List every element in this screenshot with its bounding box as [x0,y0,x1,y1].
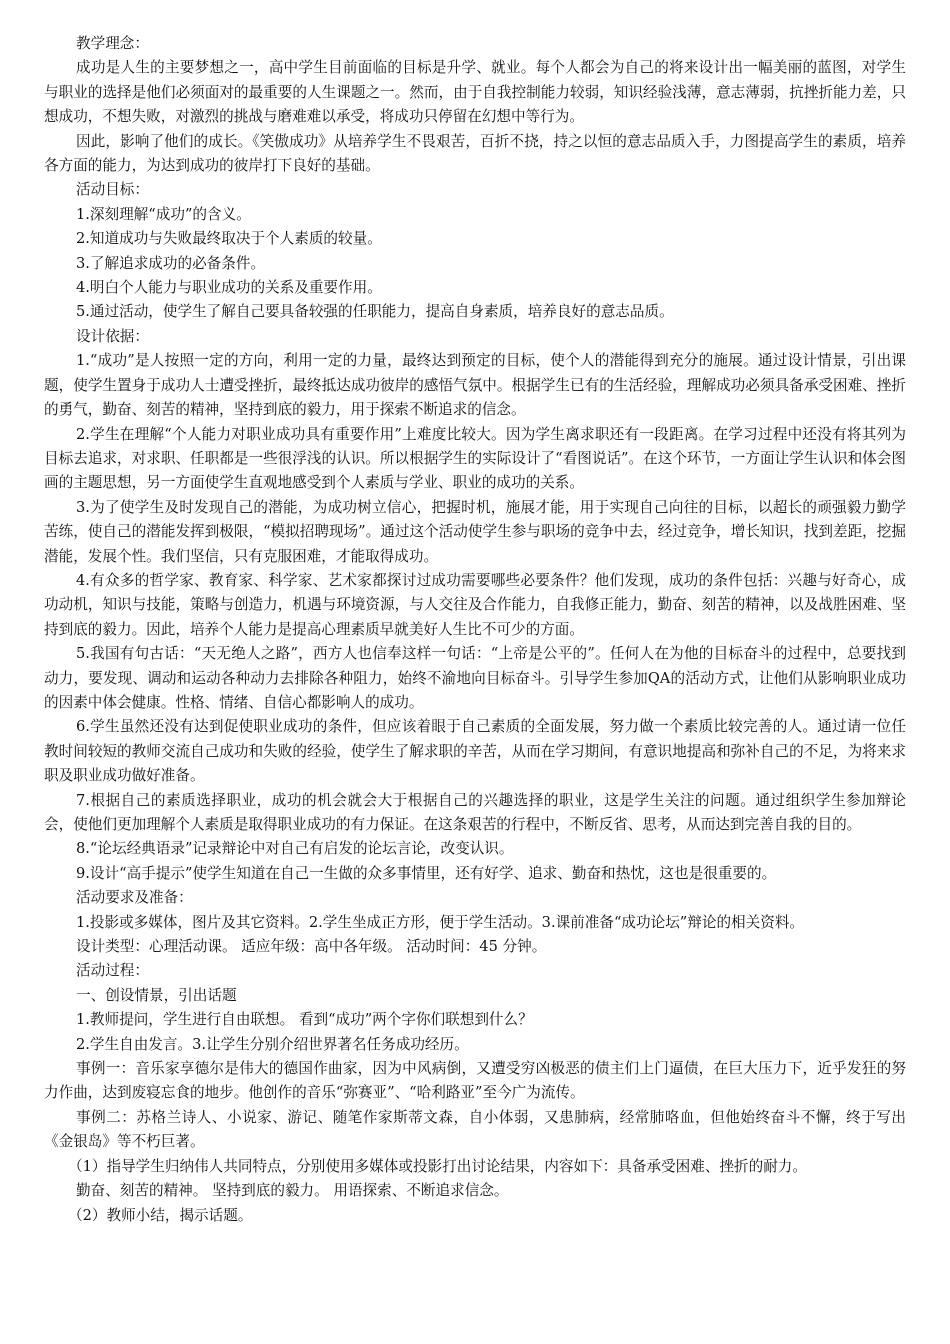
paragraph: 1.“成功”是人按照一定的方向，利用一定的力量，最终达到预定的目标，使个人的潜能得到充分的施展。通过设计情景，引出课题，使学生置身于成功人士遭受挫折，最终抵达成功彼岸的感悟气氛中。根据学生已有的生活经验，理解成功必须具备承受困难、挫折的勇气，勤奋、刻苦的精神，坚持到底的毅力，用于探索不断追求的信念。 [44,352,906,419]
paragraph: 活动过程： [76,962,149,980]
paragraph: 7.根据自己的素质选择职业，成功的机会就会大于根据自己的兴趣选择的职业，这是学生关注的问题。通过组织学生参加辩论会，使他们更加理解个人素质是取得职业成功的有力保证。在这条艰苦的行程中，不断反省、思考，从而达到完善自我的目的。 [44,791,906,833]
paragraph: 1.教师提问，学生进行自由联想。 看到“成功”两个字你们联想到什么？ [76,1011,533,1029]
paragraph: 一、创设情景，引出话题 [76,986,237,1004]
paragraph: 2.知道成功与失败最终取决于个人素质的较量。 [76,230,382,248]
paragraph: 3.了解追求成功的必备条件。 [76,254,266,272]
paragraph: 4.有众多的哲学家、教育家、科学家、艺术家都探讨过成功需要哪些必要条件？他们发现，成功的条件包括：兴趣与好奇心，成功动机，知识与技能，策略与创造力，机遇与环境资源，与人交往及合作能力，自我修正能力，勤奋、刻苦的精神，以及战胜困难、坚持到底的毅力。因此，培养个人能力是提高心理素质早就美好人生比不可少的方面。 [44,571,906,638]
paragraph: 事例二：苏格兰诗人、小说家、游记、随笔作家斯蒂文森，自小体弱，又患肺病，经常肺咯血，但他始终奋斗不懈，终于写出《金银岛》等不朽巨著。 [44,1108,906,1151]
paragraph: 因此，影响了他们的成长。《笑傲成功》从培养学生不畏艰苦，百折不挠，持之以恒的意志品质入手，力图提高学生的素质，培养各方面的能力，为达到成功的彼岸打下良好的基础。 [44,132,906,175]
paragraph: 5.我国有句古话：“天无绝人之路”，西方人也信奉这样一句话：“上帝是公平的”。任何人在为他的目标奋斗的过程中，总要找到动力，要发现、调动和运动各种动力去排除各种阻力，始终不渝地向目标奋斗。引导学生参加QA的活动方式，让他们从影响职业成功的因素中体会健康。性格、情绪、自信心都影响人的成功。 [44,645,906,711]
paragraph: 2.学生在理解“个人能力对职业成功具有重要作用”上难度比较大。因为学生离求职还有一段距离。在学习过程中还没有将其列为目标去追求，对求职、任职都是一些很浮浅的认识。所以根据学生的实际设计了“看图说话”。在这个环节，一方面让学生认识和体会图画的主题思想，另一方面使学生直观地感受到个人素质与学业、职业的成功的关系。 [44,425,906,492]
paragraph: 8.“论坛经典语录”记录辩论中对自己有启发的论坛言论，改变认识。 [76,840,514,858]
paragraph: 3.为了使学生及时发现自己的潜能，为成功树立信心，把握时机，施展才能，用于实现自己向往的目标，以超长的顽强毅力勤学苦练，使自己的潜能发挥到极限，“模拟招聘现场”。通过这个活动使学生参与职场的竞争中去，经过竞争，增长知识，找到差距，挖掘潜能，发展个性。我们坚信，只有克服困难，才能取得成功。 [44,498,906,565]
paragraph: 事例一：音乐家享德尔是伟大的德国作曲家，因为中风病倒，又遭受穷凶极恶的债主们上门逼债，在巨大压力下，近乎发狂的努力作曲，达到废寝忘食的地步。他创作的音乐“弥赛亚”、“哈利路亚”至今广为流传。 [44,1060,906,1102]
paragraph: 成功是人生的主要梦想之一，高中学生目前面临的目标是升学、就业。每个人都会为自己的将来设计出一幅美丽的蓝图，对学生与职业的选择是他们必须面对的最重要的人生课题之一。然而，由于自我控制能力较弱，知识经验浅薄，意志薄弱，抗挫折能力差，只想成功，不想失败，对激烈的挑战与磨难难以承受，将成功只停留在幻想中等行为。 [44,59,906,126]
paragraph: 6.学生虽然还没有达到促使职业成功的条件，但应该着眼于自己素质的全面发展，努力做一个素质比较完善的人。通过请一位任教时间较短的教师交流自己成功和失败的经验，使学生了解求职的辛苦，从而在学习期间，有意识地提高和弥补自己的不足，为将来求职及职业成功做好准备。 [44,718,906,785]
paragraph: 活动要求及准备： [76,889,193,907]
paragraph: （1）指导学生归纳伟人共同特点，分别使用多媒体或投影打出讨论结果，内容如下：具备承受困难、挫折的耐力。 [68,1157,807,1175]
paragraph: 4.明白个人能力与职业成功的关系及重要作用。 [76,279,382,297]
paragraph: 9.设计“高手提示”使学生知道在自己一生做的众多事情里，还有好学、追求、勤奋和热忱，这也是很重要的。 [76,864,777,882]
paragraph: 教学理念： [76,35,149,52]
paragraph: 设计依据： [76,327,149,345]
paragraph: （2）教师小结，揭示话题。 [68,1206,253,1224]
paragraph: 2.学生自由发言。3.让学生分别介绍世界著名任务成功经历。 [76,1035,469,1053]
paragraph: 5.通过活动，使学生了解自己要具备较强的任职能力，提高自身素质，培养良好的意志品质。 [76,303,674,321]
paragraph: 1.投影或多媒体，图片及其它资料。2.学生坐成正方形，便于学生活动。3.课前准备“成功论坛”辩论的相关资料。 [76,913,805,931]
paragraph: 设计类型：心理活动课。 适应年级：高中各年级。 活动时间：45 分钟。 [76,938,547,956]
paragraph: 1.深刻理解“成功”的含义。 [76,205,251,223]
paragraph: 活动目标： [76,181,149,199]
paragraph: 勤奋、刻苦的精神。 坚持到底的毅力。 用语探索、不断追求信念。 [76,1182,509,1200]
